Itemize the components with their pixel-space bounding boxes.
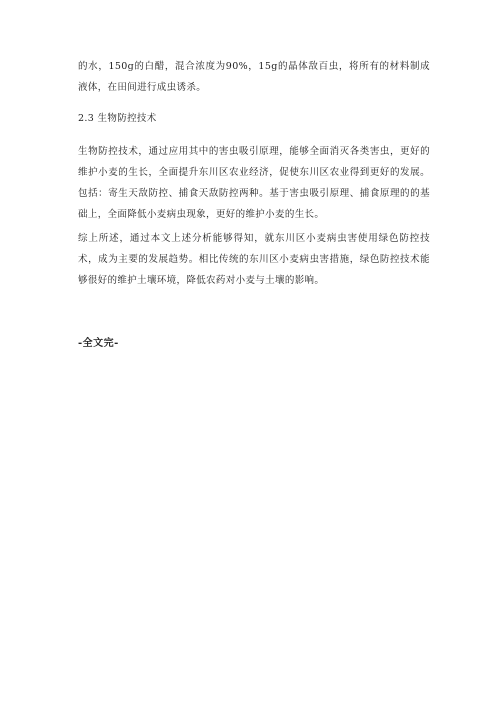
end-of-document-mark: -全文完-	[78, 338, 119, 349]
section-heading-biological-control: 2.3 生物防控技术	[78, 113, 157, 124]
paragraph-biological-control: 生物防控技术，通过应用其中的害虫吸引原理，能够全面消灭各类害虫，更好的维护小麦的生长，全面提升东川区农业经济，促使东川区农业得到更好的发展。包括：寄生天敌防控、捕食天敌防控两种。基于害虫吸引原理、捕食原理的的基础上，全面降低小麦病虫现象，更好的维护小麦的生长。	[78, 146, 430, 220]
paragraph-conclusion: 综上所述，通过本文上述分析能够得知，就东川区小麦病虫害使用绿色防控技术，成为主要的发展趋势。相比传统的东川区小麦病虫害措施，绿色防控技术能够很好的维护土壤环境，降低农药对小麦与土壤的影响。	[78, 233, 430, 286]
paragraph-pesticide-mixture: 的水，150g的白醋，混合浓度为90%，15g的晶体敌百虫，将所有的材料制成液体，在田间进行成虫诱杀。	[78, 61, 430, 93]
